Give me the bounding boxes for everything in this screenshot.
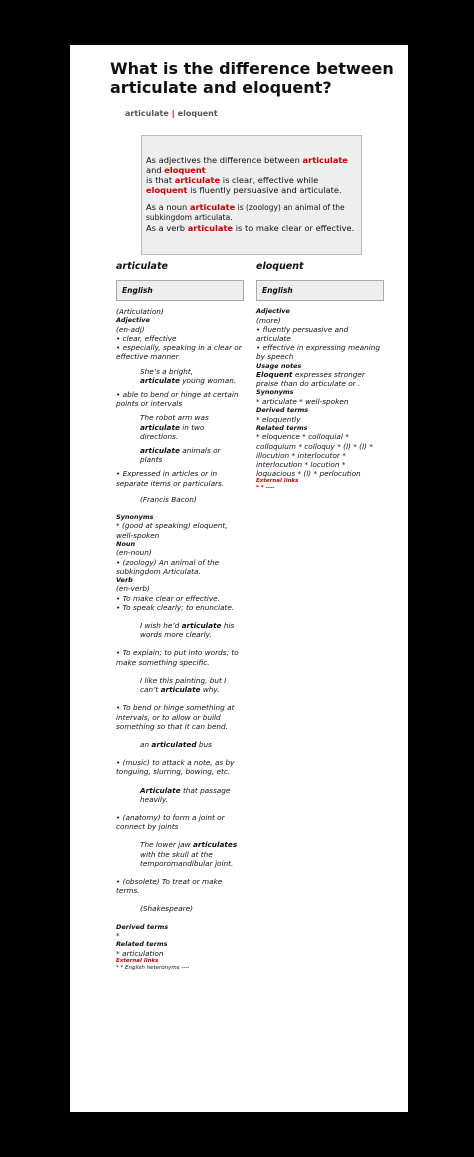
definition: • (zoology) An animal of the subkingdom Articulata. [116, 557, 220, 576]
example: Articulate that passage heavily. [140, 785, 231, 804]
summary-adjective [146, 155, 356, 195]
language-box: English [116, 280, 244, 301]
usage-label: Usage notes [256, 361, 302, 370]
derived-label: Derived terms [256, 406, 309, 415]
external-links: * * ---- [256, 485, 275, 492]
pos-tag: (en-verb) [116, 584, 150, 594]
synonyms: * (good at speaking) eloquent, well-spoken [116, 521, 228, 540]
pos-tag: (en-adj) [116, 324, 145, 334]
breadcrumb [125, 109, 218, 118]
eloquent-column [256, 262, 384, 492]
related-label: Related terms [116, 940, 168, 949]
summary-text: is fluently persuasive and articulate. [187, 185, 342, 195]
derived-terms: * eloquently [256, 414, 301, 424]
highlight-word: articulate [187, 223, 234, 233]
synonyms-label: Synonyms [116, 512, 154, 521]
highlight-word: eloquent [146, 185, 188, 195]
example: I like this painting, but I can’t articulate why. [140, 675, 227, 695]
derived-label: Derived terms [116, 922, 169, 931]
summary-text: and [146, 165, 165, 175]
crumb-articulate[interactable]: articulate [125, 109, 169, 118]
definition: • Expressed in articles or in separate items or particulars. [116, 469, 225, 488]
pos-label: Adjective [256, 307, 290, 315]
definition: • (anatomy) to form a joint or connect by joints [116, 812, 225, 832]
definition: • (music) to attack a note, as by tonguing, slurring, bowing, etc. [116, 758, 235, 777]
highlight-word: articulate [174, 175, 221, 185]
usage-notes: Eloquent expresses stronger praise than do articulate or . [256, 370, 365, 389]
summary-text: is to make clear or effective. [233, 223, 355, 233]
external-links-label[interactable]: External links [256, 478, 299, 485]
pos-label: Adjective [116, 316, 150, 325]
example: I wish he’d articulate his words more clearly. [140, 621, 235, 640]
definition: • able to bend or hinge at certain points or intervals [116, 389, 239, 409]
citation: (Shakespeare) [140, 904, 194, 914]
summary-text: As a verb [146, 223, 188, 233]
article-page [70, 45, 408, 1112]
example: The lower jaw articulates with the skull at the temporomandibular joint. [140, 840, 238, 868]
highlight-word: articulate [189, 202, 236, 212]
page-title: What is the difference between articulate and eloquent? [110, 59, 394, 97]
highlight-word: eloquent [164, 165, 206, 175]
pos-label: Noun [116, 539, 136, 548]
summary-text: is clear, effective while [220, 175, 319, 185]
definition: • To make clear or effective. [116, 593, 220, 603]
definition: • To speak clearly; to enunciate. [116, 602, 235, 612]
pos-tag: (en-noun) [116, 548, 152, 558]
example: articulate animals or plants [140, 445, 221, 465]
pos-label: Verb [116, 575, 133, 584]
articulate-column [116, 262, 244, 972]
related-terms: * eloquence * colloquial * colloquium * colloquy * (l) * (l) * illocution * interlocutor * interlocution * locution * loquacious * (l) * perlocution [256, 432, 373, 479]
language-box: English [256, 280, 384, 301]
etymology: (Articulation) [116, 307, 164, 316]
example: She’s a bright, articulate young woman. [140, 366, 237, 385]
related-terms: * articulation [116, 948, 164, 958]
external-links: * * English heteronyms ---- [116, 964, 190, 971]
citation: (Francis Bacon) [140, 494, 197, 504]
summary-box [141, 135, 362, 255]
example: an articulated bus [140, 739, 212, 749]
summary-text: As a noun [146, 202, 190, 212]
synonyms-label: Synonyms [256, 388, 294, 397]
definition: • To explain; to put into words; to make something specific. [116, 648, 239, 667]
example: The robot arm was articulate in two directions. [140, 413, 209, 441]
definition: • especially, speaking in a clear or effective manner [116, 343, 242, 362]
definition: • effective in expressing meaning by speech [256, 343, 380, 362]
summary-text: is that [146, 175, 175, 185]
column-heading: eloquent [256, 261, 304, 272]
related-label: Related terms [256, 423, 308, 432]
summary-noun-verb [146, 202, 356, 234]
pos-tag: (more) [256, 315, 281, 325]
definition: • clear, effective [116, 333, 177, 343]
crumb-separator: | [171, 109, 175, 118]
crumb-eloquent[interactable]: eloquent [177, 109, 218, 118]
summary-text: As adjectives the difference between [146, 155, 303, 165]
highlight-word: articulate [302, 155, 348, 165]
definition: • To bend or hinge something at intervals, or to allow or build something so that it can bend. [116, 703, 235, 731]
synonyms: * articulate * well-spoken [256, 396, 349, 406]
definition: • (obsolete) To treat or make terms. [116, 876, 223, 896]
derived-terms: * [116, 931, 120, 941]
external-links-label[interactable]: External links [116, 957, 159, 964]
definition: • fluently persuasive and articulate [256, 324, 349, 343]
summary-text: is (zoology) an animal of the subkingdom articulata. [146, 203, 345, 222]
column-heading: articulate [116, 261, 168, 272]
